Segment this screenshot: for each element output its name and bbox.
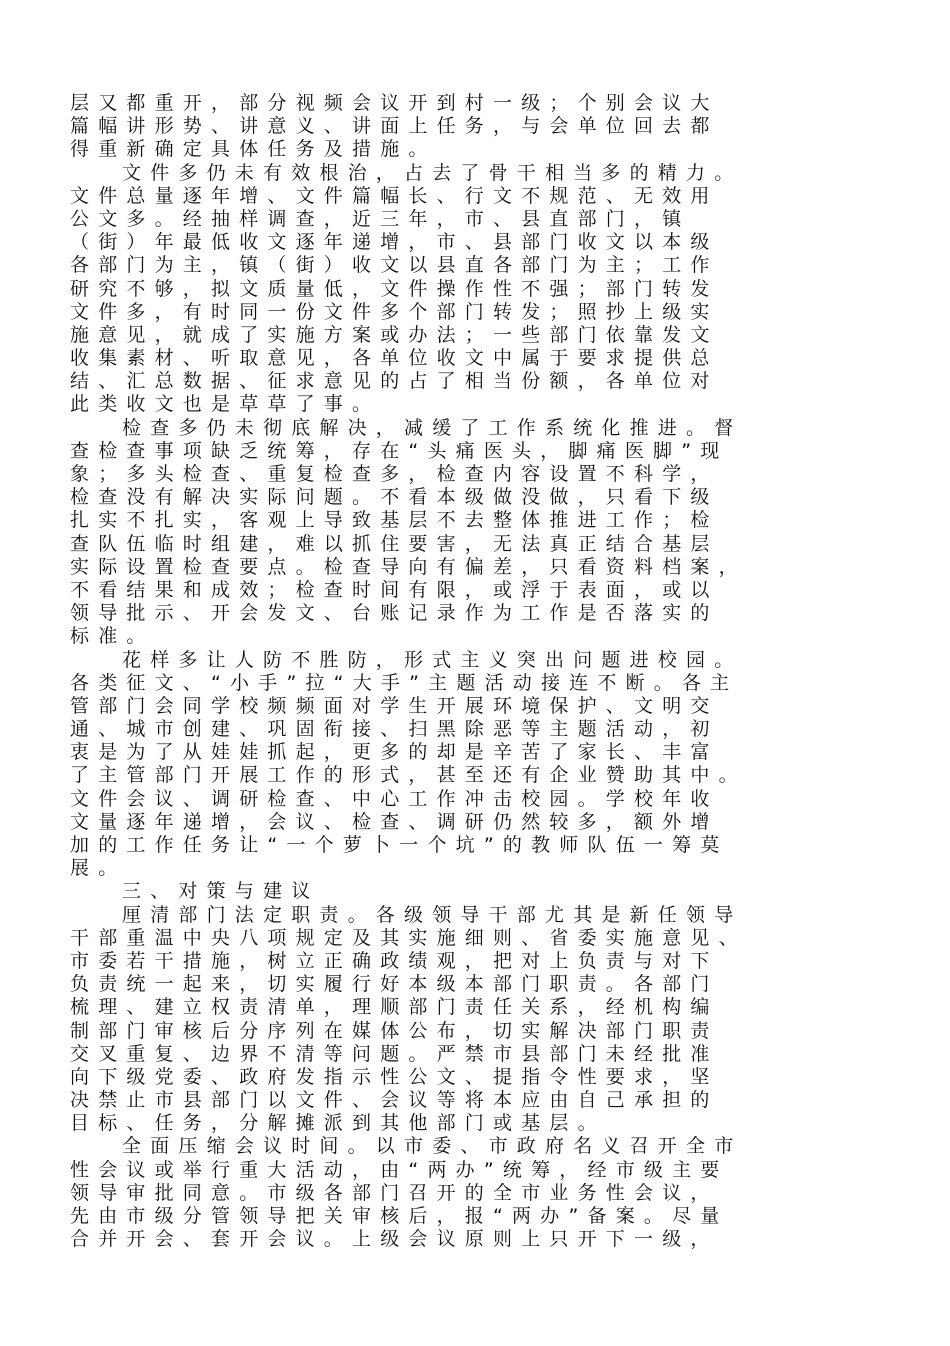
text-line: 各部门为主，镇（街）收文以县直各部门为主；工作 <box>70 254 719 277</box>
text-line: 文件总量逐年增、文件篇幅长、行文不规范、无效用 <box>70 184 719 207</box>
text-line: 结、汇总数据、征求意见的占了相当份额，各单位对 <box>70 370 719 393</box>
text-line: 了主管部门开展工作的形式，甚至还有企业赞助其中。 <box>70 764 747 787</box>
text-line: 制部门审核后分序列在媒体公布，切实解决部门职责 <box>70 1019 719 1042</box>
text-line: 向下级党委、政府发指示性公文、提指令性要求，坚 <box>70 1065 719 1088</box>
text-line: 实际设置检查要点。检查导向有偏差，只看资料档案， <box>70 555 747 578</box>
text-line: 决禁止市县部门以文件、会议等将本应由自己承担的 <box>70 1089 719 1112</box>
text-line: 交叉重复、边界不清等问题。严禁市县部门未经批准 <box>70 1042 719 1065</box>
paragraph-first-line: 厘清部门法定职责。各级领导干部尤其是新任领导 <box>122 903 743 926</box>
text-line: 篇幅讲形势、讲意义、讲面上任务，与会单位回去都 <box>70 115 719 138</box>
text-line: 层又都重开，部分视频会议开到村一级；个别会议大 <box>70 92 719 114</box>
text-line: 查队伍临时组建，难以抓住要害，无法真正结合基层 <box>70 532 719 555</box>
text-line: 目标、任务，分解摊派到其他部门或基层。 <box>70 1112 606 1135</box>
text-line: 干部重温中央八项规定及其实施细则、省委实施意见、 <box>70 926 747 949</box>
section-heading: 三、对策与建议 <box>122 880 320 903</box>
text-line: 合并开会、套开会议。上级会议原则上只开下一级， <box>70 1228 719 1251</box>
text-line: 扎实不扎实，客观上导致基层不去整体推进工作；检 <box>70 509 719 532</box>
text-line: 公文多。经抽样调查，近三年，市、县直部门，镇 <box>70 207 691 230</box>
text-line: 市委若干措施，树立正确政绩观，把对上负责与对下 <box>70 949 719 972</box>
text-line: 加的工作任务让“一个萝卜一个坑”的教师队伍一筹莫 <box>70 834 729 856</box>
text-line: 此类收文也是草草了事。 <box>70 393 381 416</box>
text-line: 梳理、建立权责清单，理顺部门责任关系，经机构编 <box>70 996 719 1019</box>
text-line: 负责统一起来，切实履行好本级本部门职责。各部门 <box>70 973 719 996</box>
text-line: 施意见，就成了实施方案或办法；一些部门依靠发文 <box>70 323 719 346</box>
text-line: 性会议或举行重大活动，由“两办”统筹，经市级主要 <box>70 1158 729 1181</box>
text-line: 收集素材、听取意见，各单位收文中属于要求提供总 <box>70 347 719 370</box>
paragraph-first-line: 文件多仍未有效根治，占去了骨干相当多的精力。 <box>122 161 743 184</box>
paragraph-first-line: 全面压缩会议时间。以市委、市政府名义召开全市 <box>122 1135 743 1158</box>
text-line: 研究不够，拟文质量低，文件操作性不强；部门转发 <box>70 277 719 300</box>
text-line: 得重新确定具体任务及措施。 <box>70 138 437 161</box>
text-line: 象；多头检查、重复检查多，检查内容设置不科学， <box>70 463 719 485</box>
text-line: 文件会议、调研检查、中心工作冲击校园。学校年收 <box>70 787 719 810</box>
text-line: 不看结果和成效；检查时间有限，或浮于表面，或以 <box>70 578 719 601</box>
text-line: 展。 <box>70 857 127 880</box>
text-line: 管部门会同学校频频面对学生开展环境保护、文明交 <box>70 694 719 717</box>
text-line: 领导批示、开会发文、台账记录作为工作是否落实的 <box>70 602 719 625</box>
paragraph-first-line: 检查多仍未彻底解决，减缓了工作系统化推进。督 <box>122 416 743 439</box>
text-line: 先由市级分管领导把关审核后，报“两办”备案。尽量 <box>70 1205 729 1227</box>
text-line: （街）年最低收文逐年递增，市、县部门收文以本级 <box>70 231 719 254</box>
text-line: 通、城市创建、巩固衔接、扫黑除恶等主题活动，初 <box>70 718 719 741</box>
text-line: 文件多，有时同一份文件多个部门转发；照抄上级实 <box>70 300 719 323</box>
text-line: 领导审批同意。市级各部门召开的全市业务性会议， <box>70 1181 719 1204</box>
text-line: 各类征文、“小手”拉“大手”主题活动接连不断。各主 <box>70 671 739 694</box>
paragraph-first-line: 花样多让人防不胜防，形式主义突出问题进校园。 <box>122 648 743 671</box>
text-line: 检查没有解决实际问题。不看本级做没做，只看下级 <box>70 486 719 509</box>
text-line: 查检查事项缺乏统筹，存在“头痛医头，脚痛医脚”现 <box>70 439 729 462</box>
text-line: 文量逐年递增，会议、检查、调研仍然较多，额外增 <box>70 810 719 833</box>
document-page <box>70 92 890 1251</box>
text-line: 标准。 <box>70 625 155 648</box>
text-line: 衷是为了从娃娃抓起，更多的却是辛苦了家长、丰富 <box>70 741 719 764</box>
